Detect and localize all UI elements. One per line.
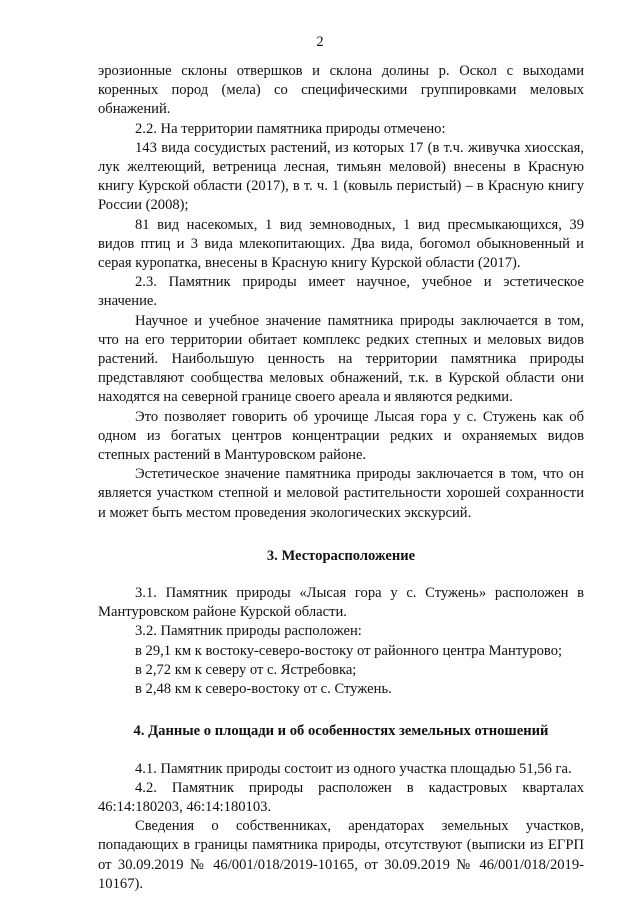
paragraph-scientific-value: Научное и учебное значение памятника природы заключается в том, что на его территории обитает комплекс редких степных и меловых видов растений. Наибольшую ценность на территории памятника природы представляют сообщества меловых обнажений, т.к. в Курской области они находятся на северной границе своего ареала и являются редкими. bbox=[98, 312, 584, 406]
paragraph-aesthetic-value: Эстетическое значение памятника природы заключается в том, что он является участком степной и меловой растительности хорошей сохранности и может быть местом проведения экологических экскурсий. bbox=[98, 466, 584, 521]
page-number: 2 bbox=[316, 34, 324, 50]
document-body bbox=[98, 62, 584, 894]
location-item-stuzhen: в 2,48 км к северо-востоку от с. Стужень. bbox=[135, 681, 392, 698]
paragraph-2-2: 2.2. На территории памятника природы отмечено: bbox=[135, 120, 446, 137]
paragraph-4-2: 4.2. Памятник природы расположен в кадастровых кварталах 46:14:180203, 46:14:180103. bbox=[98, 779, 584, 815]
paragraph-4-1: 4.1. Памятник природы состоит из одного участка площадью 51,56 га. bbox=[135, 760, 572, 777]
paragraph-erosion-slopes: эрозионные склоны отвершков и склона долины р. Оскол с выходами коренных пород (мела) со специфическими группировками меловых обнажений. bbox=[98, 63, 584, 118]
paragraph-plants: 143 вида сосудистых растений, из которых 17 (в т.ч. живучка хиосская, лук желтеющий, ветреница лесная, тимьян меловой) внесены в Красную книгу Курской области (2017), в т. ч. 1 (ковыль перистый) – в Красную книгу России (2008); bbox=[98, 139, 584, 214]
paragraph-animals: 81 вид насекомых, 1 вид земноводных, 1 вид пресмыкающихся, 39 видов птиц и 3 вида млекопитающих. Два вида, богомол обыкновенный и серая куропатка, внесены в Красную книгу Курской области (2017). bbox=[98, 216, 584, 272]
paragraph-3-2: 3.2. Памятник природы расположен: bbox=[135, 623, 362, 640]
location-item-yastrebovka: в 2,72 км к северу от с. Ястребовка; bbox=[135, 661, 357, 678]
paragraph-2-3: 2.3. Памятник природы имеет научное, учебное и эстетическое значение. bbox=[98, 274, 584, 310]
location-item-manturovo: в 29,1 км к востоку-северо-востоку от районного центра Мантурово; bbox=[135, 642, 563, 659]
paragraph-3-1: 3.1. Памятник природы «Лысая гора у с. Стужень» расположен в Мантуровском районе Курской области. bbox=[98, 585, 584, 621]
section-4-heading: 4. Данные о площади и об особенностях земельных отношений bbox=[133, 723, 549, 740]
section-3-heading: 3. Месторасположение bbox=[266, 547, 416, 564]
paragraph-lysaya-gora: Это позволяет говорить об урочище Лысая гора у с. Стужень как об одном из богатых центров концентрации редких и охраняемых видов степных растений в Мантуровском районе. bbox=[98, 408, 584, 464]
paragraph-ownership: Сведения о собственниках, арендаторах земельных участков, попадающих в границы памятника природы, отсутствуют (выписки из ЕГРП от 30.09.2019 № 46/001/018/2019-10165, от 30.09.2019 № 46/001/018/2019-10167). bbox=[98, 818, 584, 892]
